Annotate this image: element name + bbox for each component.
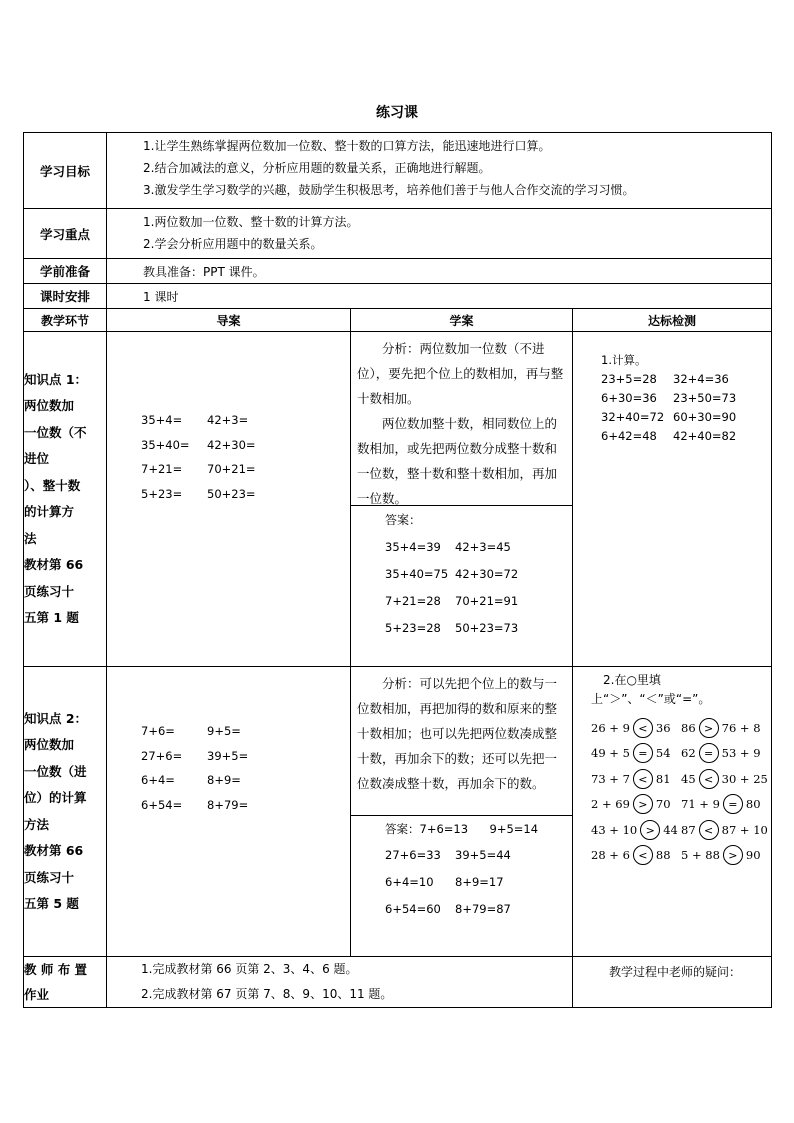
- comparison-item: [591, 766, 681, 792]
- comparison-symbol-circle: >: [699, 718, 719, 738]
- kp2-exercises: 7+6= 9+5= 27+6= 39+5= 6+4= 8+9= 6+54= 8+79=: [107, 667, 351, 957]
- knowledge-point-1-row: [24, 332, 772, 667]
- comparison-left: 49 + 5: [591, 746, 630, 761]
- kp2-check: [573, 667, 772, 957]
- homework-item: 1.完成教材第 66 页第 2、3、4、6 题。: [141, 962, 358, 976]
- comparison-right: 90: [745, 848, 761, 863]
- comparison-item: [681, 792, 781, 818]
- comparison-symbol-circle: <: [633, 845, 653, 865]
- header-study: 学案: [351, 309, 573, 332]
- comparison-symbol-circle: <: [699, 769, 719, 789]
- kp1-analysis-2: 两位数加整十数，相同数位上的数相加，或先把两位数分成整十数和一位数，整十数和整十数相加，再加一位数。: [357, 416, 558, 506]
- header-row: [24, 309, 772, 332]
- homework-item: 2.完成教材第 67 页第 7、8、9、10、11 题。: [141, 987, 393, 1001]
- comparison-right: 36: [655, 720, 671, 735]
- comparison-right: 88: [655, 848, 671, 863]
- schedule-label: 课时安排: [24, 284, 107, 309]
- comparison-item: [591, 715, 681, 741]
- comparison-symbol-circle: =: [723, 794, 743, 814]
- comparison-item: [681, 817, 781, 843]
- comparison-symbol-circle: =: [699, 743, 719, 763]
- comparison-item: [681, 843, 781, 869]
- comparison-right: 44: [663, 822, 678, 837]
- comparison-left: 2 + 69: [591, 797, 630, 812]
- homework-row: [24, 957, 772, 1008]
- comparison-item: [591, 792, 681, 818]
- goal-item: 3.激发学生学习数学的兴趣，鼓励学生积极思考，培养他们善于与他人合作交流的学习习惯。: [143, 183, 635, 197]
- comparison-symbol-circle: =: [633, 743, 653, 763]
- goals-label: 学习目标: [24, 133, 107, 209]
- comparison-left: 43 + 10: [591, 822, 638, 837]
- comparison-grid: [591, 715, 767, 868]
- lesson-table: [23, 132, 772, 1008]
- comparison-right: 30 + 25: [721, 771, 768, 786]
- comparison-symbol-circle: >: [633, 794, 653, 814]
- comparison-right: 76 + 8: [721, 720, 761, 735]
- comparison-left: 45: [681, 771, 696, 786]
- comparison-left: 5 + 88: [681, 848, 720, 863]
- kp1-check: 1.计算。 23+5=28 32+4=36 6+30=36 23+50=73 32+40=72 60+30=90 6+42=48 42+40=82: [573, 332, 772, 667]
- goals-row: [24, 133, 772, 209]
- comparison-left: 28 + 6: [591, 848, 630, 863]
- comparison-symbol-circle: <: [633, 769, 653, 789]
- prep-label: 学前准备: [24, 259, 107, 284]
- comparison-item: [591, 741, 681, 767]
- comparison-right: 54: [655, 746, 671, 761]
- goal-item: 1.让学生熟练掌握两位数加一位数、整十数的口算方法，能迅速地进行口算。: [143, 139, 551, 153]
- comparison-left: 62: [681, 746, 696, 761]
- page-title: 练习课: [376, 105, 418, 121]
- kp1-answers: 答案： 35+4=39 42+3=45 35+40=75 42+30=72 7+21=28 70+21=91 5+23=28 50+23=73: [351, 505, 572, 642]
- comparison-right: 80: [745, 797, 761, 812]
- comparison-item: [681, 766, 781, 792]
- homework-label: 教 师 布 置 作业: [24, 957, 107, 1008]
- header-guide: 导案: [107, 309, 351, 332]
- comparison-left: 71 + 9: [681, 797, 720, 812]
- kp2-study: [351, 667, 573, 957]
- focus-row: [24, 209, 772, 259]
- comparison-symbol-circle: <: [699, 820, 719, 840]
- schedule-text: 1 课时: [107, 284, 772, 309]
- kp1-analysis-1: 分析：两位数加一位数（不进位），要先把个位上的数相加，再与整十数相加。: [357, 341, 564, 406]
- goal-item: 2.结合加减法的意义，分析应用题的数量关系，正确地进行解题。: [143, 161, 491, 175]
- comparison-left: 86: [681, 720, 696, 735]
- comparison-item: [681, 715, 781, 741]
- kp1-exercises: 35+4= 42+3= 35+40= 42+30= 7+21= 70+21= 5+23= 50+23=: [107, 332, 351, 667]
- comparison-left: 26 + 9: [591, 720, 630, 735]
- prep-row: [24, 259, 772, 284]
- comparison-right: 70: [655, 797, 671, 812]
- kp2-check-title: 2.在○里填上“＞”、“＜”或“=”。: [591, 673, 711, 706]
- comparison-right: 53 + 9: [721, 746, 761, 761]
- kp2-analysis: 分析：可以先把个位上的数与一位数相加，再把加得的数和原来的整十数相加；也可以先把两位数凑成整十数，再加余下的数；还可以先把一位数凑成整十数，再加余下的数。: [357, 676, 558, 791]
- focus-content: [107, 209, 772, 259]
- comparison-symbol-circle: <: [633, 718, 653, 738]
- comparison-right: 87 + 10: [721, 822, 768, 837]
- comparison-right: 81: [655, 771, 671, 786]
- focus-item: 1.两位数加一位数、整十数的计算方法。: [143, 215, 359, 229]
- kp1-check-title: 1.计算。: [601, 353, 647, 367]
- header-check: 达标检测: [573, 309, 772, 332]
- homework-content: [107, 957, 573, 1008]
- prep-text: 教具准备：PPT 课件。: [107, 259, 772, 284]
- focus-label: 学习重点: [24, 209, 107, 259]
- focus-item: 2.学会分析应用题中的数量关系。: [143, 237, 323, 251]
- kp1-label: 知识点 1： 两位数加 一位数（不 进位 ）、整十数 的计算方 法 教材第 66 页练习十 五第 1 题: [24, 332, 107, 667]
- goals-content: [107, 133, 772, 209]
- comparison-left: 73 + 7: [591, 771, 630, 786]
- kp2-label: 知识点 2： 两位数加 一位数（进 位）的计算 方法 教材第 66 页练习十 五第 5 题: [24, 667, 107, 957]
- header-stage: 教学环节: [24, 309, 107, 332]
- schedule-row: [24, 284, 772, 309]
- teacher-note: 教学过程中老师的疑问：: [573, 957, 772, 1008]
- comparison-symbol-circle: >: [723, 845, 743, 865]
- kp2-answers: 答案： 7+6=13 9+5=14 27+6=33 39+5=44 6+4=10 8+9=17 6+54=60 8+79=87: [351, 815, 572, 923]
- comparison-left: 87: [681, 822, 696, 837]
- comparison-item: [681, 741, 781, 767]
- knowledge-point-2-row: [24, 667, 772, 957]
- kp1-study: [351, 332, 573, 667]
- comparison-symbol-circle: >: [640, 820, 660, 840]
- comparison-item: [591, 843, 681, 869]
- comparison-item: [591, 817, 681, 843]
